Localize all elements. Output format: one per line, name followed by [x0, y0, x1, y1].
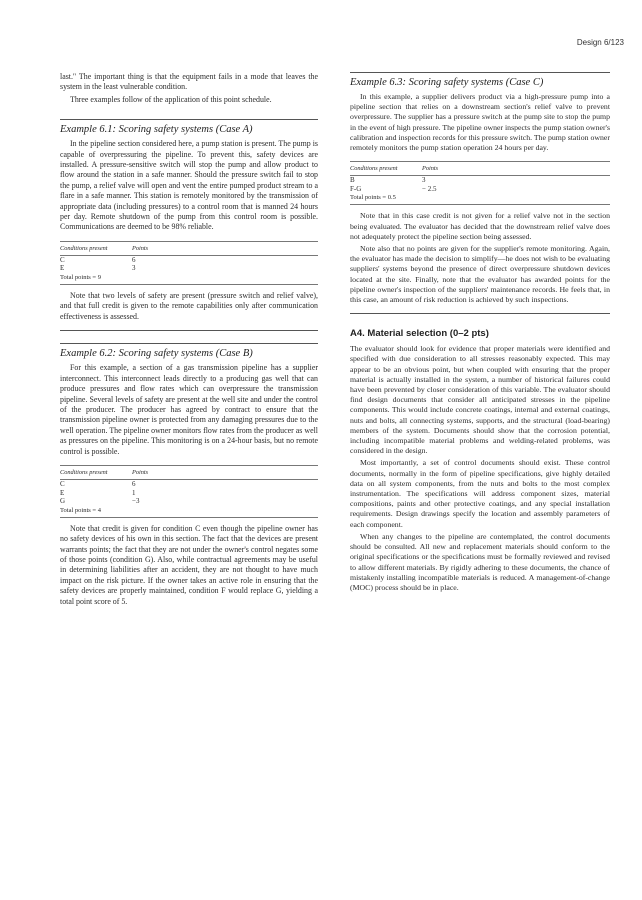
row-condition: E — [60, 488, 65, 497]
col-points: Points — [422, 165, 439, 173]
table-row — [350, 185, 610, 194]
example-6-2 — [60, 343, 318, 607]
col-conditions: Conditions present — [60, 244, 108, 252]
row-condition: C — [60, 479, 65, 488]
note-text: Note that credit is given for condition C even though the pipeline owner has no safety devices of his own in this section. The fact that the devices are present warrants points; the fact that they are not under the owner's control negates some of those points (condition G). Also, while contractual agreements may be useful in determining liabilities after an accident, they are not thought to have much impact on the risk picture. If the owner takes an active role in ensuring that the safety devices are properly maintained, condition F would replace G, yielding a total point score of 5. — [60, 523, 318, 606]
row-points: 3 — [132, 264, 136, 273]
col-points: Points — [132, 244, 149, 252]
row-condition: B — [350, 176, 355, 185]
col-conditions: Conditions present — [60, 468, 108, 476]
table-total: Total points = 4 — [60, 506, 101, 514]
example-6-1 — [60, 119, 318, 331]
row-points: 6 — [132, 255, 136, 264]
section-a4-paragraph-1: The evaluator should look for evidence that proper materials were identified and specified with due consideration to all stresses reasonably expected. This may appear to be an obvious point, but when coupled with ensuring that the proper material is actually installed in the system, a number of historical failures could have been prevented by closer consideration of this variable. The evaluator should find design documents that consider all anticipated stresses in the pipeline components. This would include concrete coatings, internal and external coatings, nuts and bolts, all connecting systems, supports, and the structural (load-bearing) members of the system. Documents should show that the corrosion potential, including incompatible material problems and welding-related problems, was considered in the design. — [350, 344, 610, 456]
col-points: Points — [132, 468, 149, 476]
example-6-1-table — [60, 241, 318, 285]
note-text: Note that two levels of safety are present (pressure switch and relief valve), and that full credit is given to the remote capabilities only after communication effectiveness is assessed. — [60, 291, 318, 321]
right-column — [350, 72, 610, 595]
row-points: − 2.5 — [422, 184, 437, 193]
section-a4-title: A4. Material selection (0–2 pts) — [350, 328, 489, 340]
example-6-3-body: In this example, a supplier delivers product via a high-pressure pump into a pipeline section that relies on a downstream section's relief valve to prevent overpressure. The supplier has a pressure switch at the pump site to stop the pump in the event of high pressure. The pipeline owner inspects the pump station owner's calibration and inspection records for this pressure switch. The pump station owner remotely monitors the pump station operation 24 hours per day. — [350, 92, 610, 153]
table-row — [350, 176, 610, 185]
example-6-3 — [350, 72, 610, 314]
table-total: Total points = 9 — [60, 274, 101, 282]
example-6-1-body: In the pipeline section considered here, a pump station is present. The pump is capable of overpressuring the pipeline. To prevent this, safety devices are installed. A pressure-sensitive switch will stop the pump and allow product to flow around the station in a safe manner. Should the pressure switch fail to stop the pump, a relief valve will open and vent the entire pumped product stream to a flare in a safe manner. This station is remotely monitored by the transmission of appropriate data (including pressures) to a control room that is manned 24 hours per day. Remote shutdown of the pump from this control room is possible. Communications are deemed to be 98% reliable. — [60, 139, 318, 232]
row-points: 3 — [422, 176, 426, 185]
section-a4-paragraph-2: Most importantly, a set of control documents should exist. These control documents, normally in the form of pipeline specifications, give highly detailed data on all system components, from the nuts and bolts to the most complex instrumentation. The specifications will address component sizes, material compositions, paints and other protective coatings, and any special installation requirements. Design drawings specify the location and assembly parameters of each component. — [350, 458, 610, 529]
table-header — [60, 242, 318, 256]
row-condition: E — [60, 264, 65, 273]
table-row — [60, 256, 318, 265]
example-6-2-body: For this example, a section of a gas transmission pipeline has a supplier interconnect. This interconnect leads directly to a producing gas well that can produce pressures and flow rates which can overpressure the transmission pipeline. Several levels of safety are present at the well site and under the control of the producer. The producer has agreed by contract to ensure that the transmission pipeline owner is protected from any damaging pressures due to the well operation. The pipeline owner monitors flow rates from the producer as well as pressures on the pipeline. This monitoring is on a 24-hour basis, but no remote control is possible. — [60, 363, 318, 456]
row-condition: G — [60, 497, 66, 506]
table-header — [60, 466, 318, 480]
example-6-3-notes — [350, 211, 610, 314]
row-condition: F-G — [350, 184, 362, 193]
row-condition: C — [60, 255, 65, 264]
example-6-2-note — [60, 524, 318, 607]
row-points: 6 — [132, 479, 136, 488]
example-6-2-table — [60, 465, 318, 518]
example-6-3-table — [350, 161, 610, 205]
table-row — [60, 489, 318, 498]
intro-paragraph-1: last." The important thing is that the equipment fails in a mode that leaves the system in the least vulnerable condition. — [60, 72, 318, 92]
row-points: −3 — [132, 497, 140, 506]
note-text-2: Note also that no points are given for the supplier's remote monitoring. Again, the evaluator has made the decision to simplify—he does not wish to be evaluating suppliers' systems beyond the presence of direct overpressure shutdown devices located at the site. Finally, note that the evaluator has awarded points for the pipeline owner's inspection of the suppliers' maintenance records. He feels that, in this case, an amount of risk reduction is achieved by such inspections. — [350, 244, 610, 305]
left-column — [60, 72, 318, 609]
table-header — [350, 162, 610, 176]
intro-paragraph-2: Three examples follow of the application of this point schedule. — [70, 94, 272, 104]
table-row — [60, 497, 318, 506]
note-text-1: Note that in this case credit is not given for a relief valve not in the section being evaluated. The evaluator has decided that the downstream relief valve does not adequately protect the pipeline section being assessed. — [350, 211, 610, 241]
example-6-1-title: Example 6.1: Scoring safety systems (Case A) — [60, 124, 253, 136]
section-a4-paragraph-3: When any changes to the pipeline are contemplated, the control documents should be consulted. All new and replacement materials should conform to the original specifications or the specifications must be formally reviewed and revised to allow different materials. By rigidly adhering to these documents, the chance of mistakenly installing incompatible materials is reduced. A management-of-change (MOC) process should be in place. — [350, 531, 610, 592]
table-total: Total points = 0.5 — [350, 194, 396, 202]
example-6-2-title: Example 6.2: Scoring safety systems (Case B) — [60, 348, 253, 360]
table-row — [60, 480, 318, 489]
col-conditions: Conditions present — [350, 165, 398, 173]
row-points: 1 — [132, 488, 136, 497]
page-header: Design 6/123 — [576, 38, 624, 47]
example-6-3-title: Example 6.3: Scoring safety systems (Case C) — [350, 77, 544, 88]
table-row — [60, 264, 318, 273]
example-6-1-note — [60, 291, 318, 331]
